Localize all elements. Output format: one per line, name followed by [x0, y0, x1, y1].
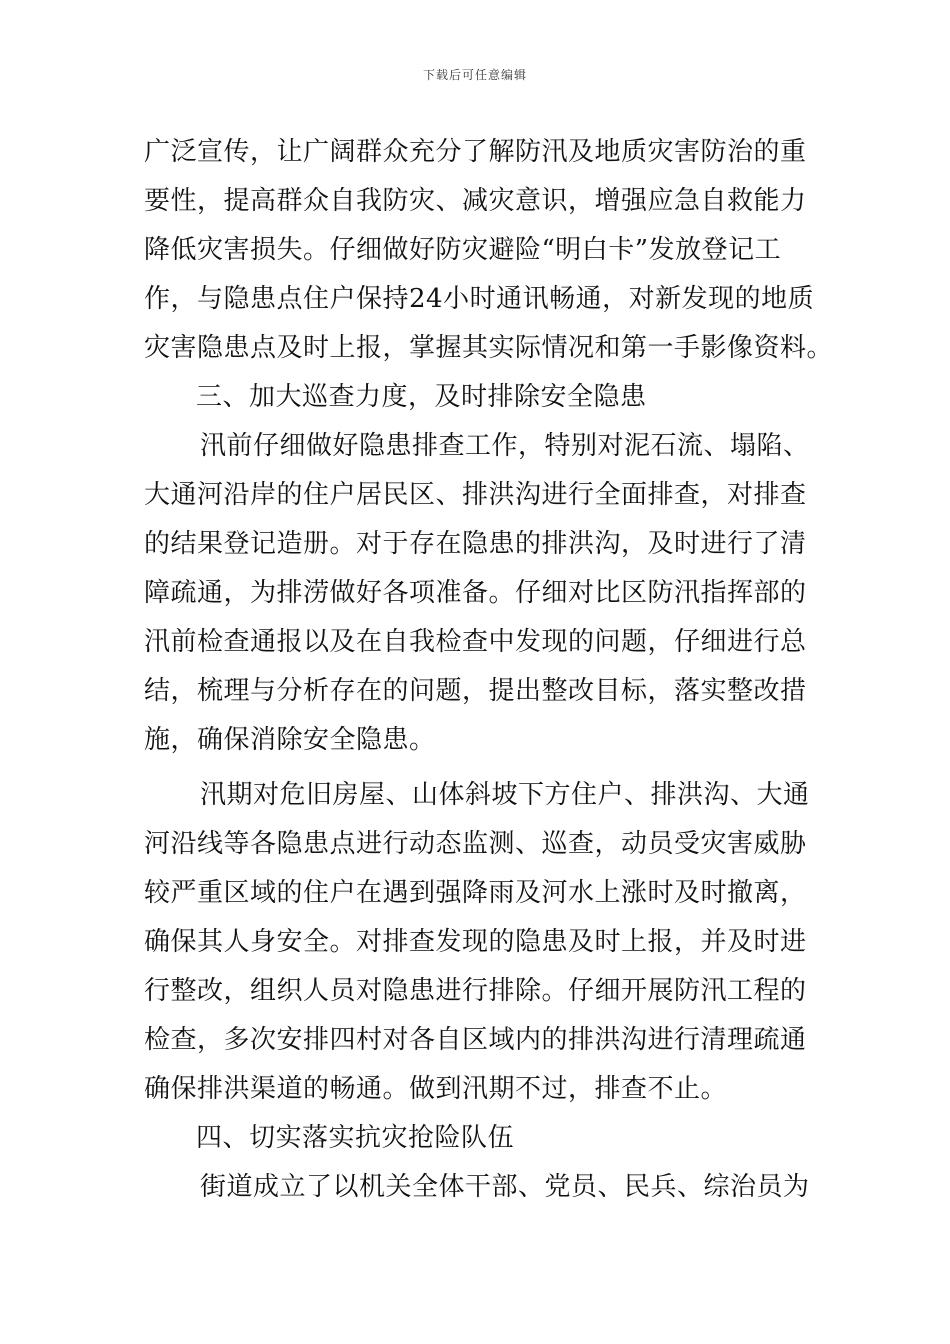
text-line: 降低灾害损失。仔细做好防灾避险“明白卡”发放登记工 [144, 235, 782, 265]
text-line: 施，确保消除安全隐患。 [144, 725, 436, 755]
text-line: 要性，提高群众自我防灾、减灾意识，增强应急自救能力 [144, 186, 807, 216]
text-line: 的结果登记造册。对于存在隐患的排洪沟，及时进行了清 [144, 529, 807, 559]
header-note: 下载后可任意编辑 [422, 68, 527, 82]
section-heading-4: 四、切实落实抗灾抢险队伍 [196, 1123, 515, 1153]
text-line: 灾害隐患点及时上报，掌握其实际情况和第一手影像资料。 [144, 333, 834, 363]
text-line: 确保排洪渠道的畅通。做到汛期不过，排查不止。 [144, 1074, 728, 1104]
text-line: 作，与隐患点住户保持24小时通讯畅通，对新发现的地质 [144, 284, 815, 314]
text-line: 行整改，组织人员对隐患进行排除。仔细开展防汛工程的 [144, 976, 807, 1006]
body-text [144, 128, 834, 1212]
text-line: 确保其人身安全。对排查发现的隐患及时上报，并及时进 [144, 927, 807, 957]
text-line: 汛前检查通报以及在自我检查中发现的问题，仔细进行总 [144, 627, 807, 657]
text-line: 较严重区域的住户在遇到强降雨及河水上涨时及时撤离， [144, 878, 807, 908]
text-line: 障疏通，为排涝做好各项准备。仔细对比区防汛指挥部的 [144, 578, 807, 608]
text-line: 大通河沿岸的住户居民区、排洪沟进行全面排查，对排查 [144, 480, 807, 510]
text-line: 检查，多次安排四村对各自区域内的排洪沟进行清理疏通 [144, 1025, 807, 1055]
section-heading-3: 三、加大巡查力度，及时排除安全隐患 [196, 382, 647, 412]
text-line: 广泛宣传，让广阔群众充分了解防汛及地质灾害防治的重 [144, 137, 807, 167]
text-line: 街道成立了以机关全体干部、党员、民兵、综治员为 [200, 1172, 810, 1202]
text-line: 河沿线等各隐患点进行动态监测、巡查，动员受灾害威胁 [144, 829, 807, 859]
text-line: 汛前仔细做好隐患排查工作，特别对泥石流、塌陷、 [200, 431, 810, 461]
text-line: 结，梳理与分析存在的问题，提出整改目标，落实整改措 [144, 676, 807, 706]
text-line: 汛期对危旧房屋、山体斜坡下方住户、排洪沟、大通 [200, 780, 810, 810]
